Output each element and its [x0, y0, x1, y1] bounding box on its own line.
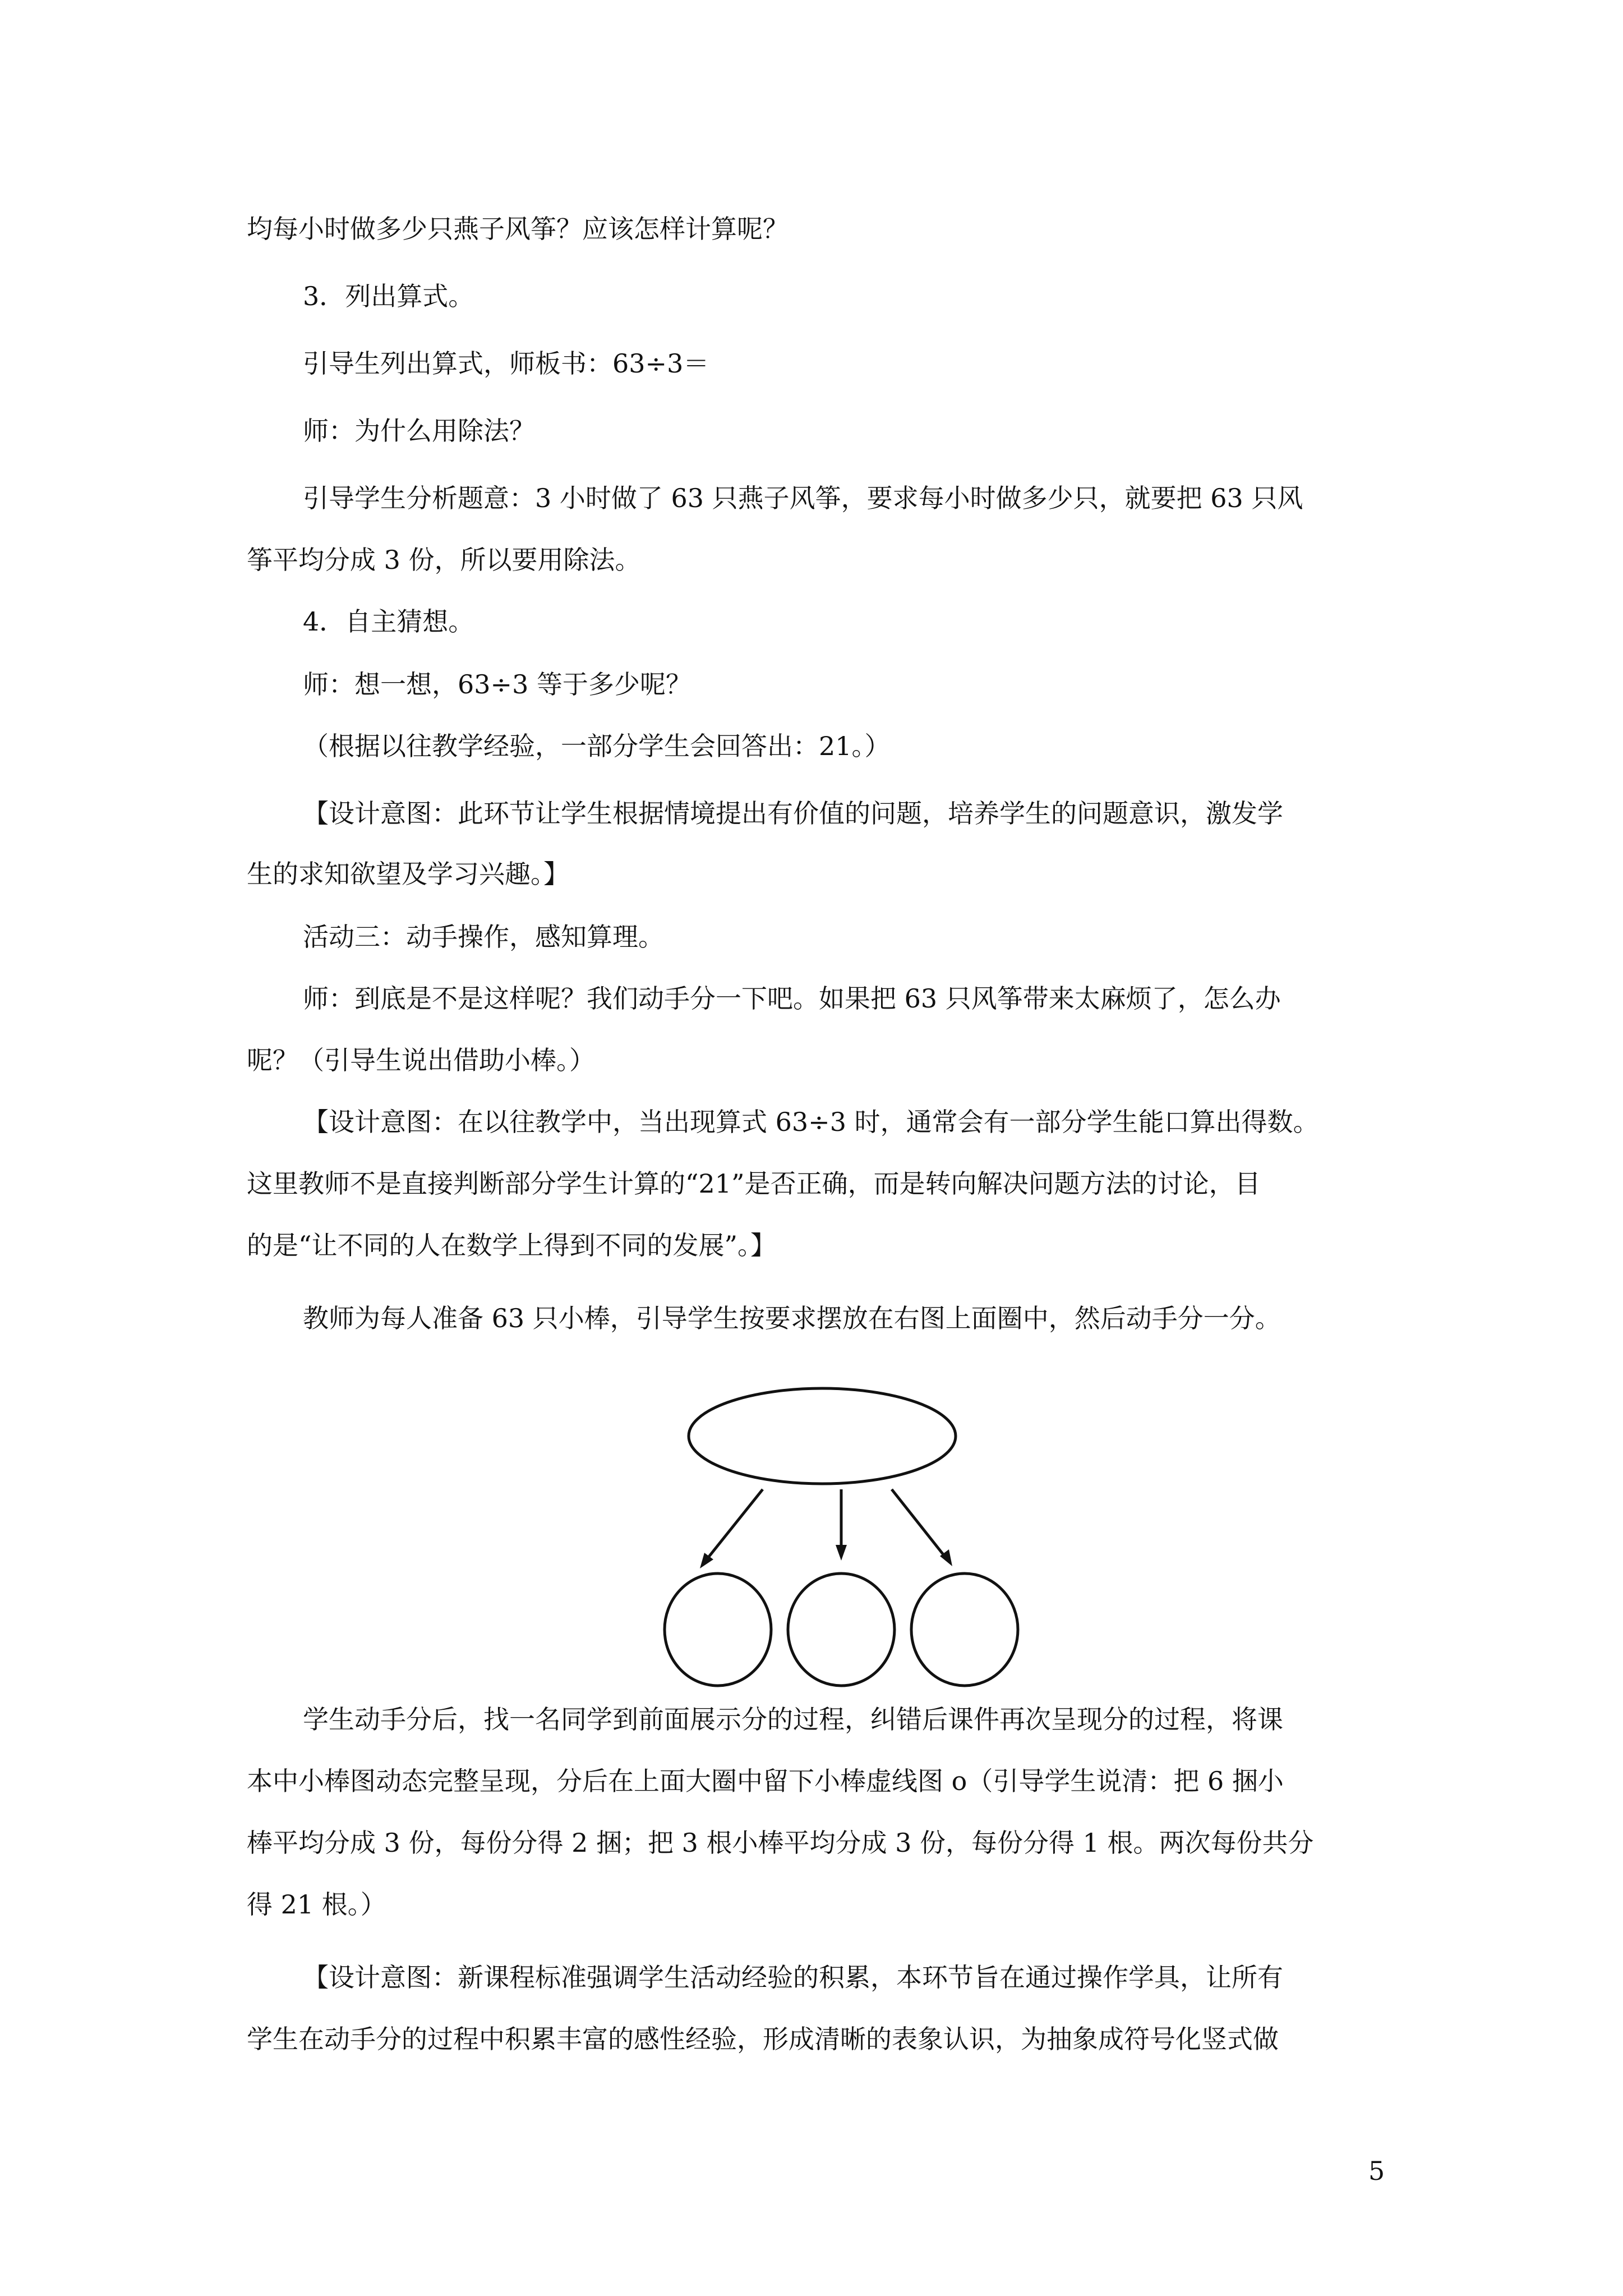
bottom-circle-right	[911, 1573, 1018, 1686]
text-line: 这里教师不是直接判断部分学生计算的“21”是否正确，而是转向解决问题方法的讨论，目	[247, 1168, 1261, 1199]
text-line: 师：到底是不是这样呢？我们动手分一下吧。如果把 63 只风筝带来太麻烦了，怎么办	[303, 983, 1281, 1014]
text-line: 的是“让不同的人在数学上得到不同的发展”。】	[247, 1230, 777, 1260]
text-line: 师：为什么用除法？	[303, 416, 535, 446]
text-line: （根据以往教学经验，一部分学生会回答出：21。）	[303, 731, 891, 761]
text-line: 活动三：动手操作，感知算理。	[303, 922, 664, 952]
text-line: 3．列出算式。	[303, 281, 474, 311]
text-line: 学生在动手分的过程中积累丰富的感性经验，形成清晰的表象认识，为抽象成符号化竖式做	[247, 2024, 1279, 2054]
text-line: 【设计意图：此环节让学生根据情境提出有价值的问题，培养学生的问题意识，激发学	[303, 798, 1283, 829]
arrow-right	[892, 1489, 945, 1557]
text-line: 引导生列出算式，师板书：63÷3＝	[303, 348, 709, 379]
text-line: 筝平均分成 3 份，所以要用除法。	[247, 545, 641, 575]
text-line: 呢？（引导生说出借助小棒。）	[247, 1045, 595, 1075]
top-circle	[689, 1388, 956, 1484]
text-line: 生的求知欲望及学习兴趣。】	[247, 859, 569, 889]
text-line: 【设计意图：在以往教学中，当出现算式 63÷3 时，通常会有一部分学生能口算出得数。	[303, 1107, 1319, 1137]
text-line: 引导学生分析题意：3 小时做了 63 只燕子风筝，要求每小时做多少只，就要把 63 只风	[303, 483, 1303, 513]
division-diagram	[651, 1369, 1032, 1728]
bottom-circle-left	[665, 1573, 771, 1686]
bottom-circle-middle	[788, 1573, 895, 1686]
text-line: 本中小棒图动态完整呈现，分后在上面大圈中留下小棒虚线图 o（引导学生说清：把 6 捆小	[247, 1766, 1284, 1796]
text-line: 学生动手分后，找一名同学到前面展示分的过程，纠错后课件再次呈现分的过程，将课	[303, 1704, 1283, 1734]
page-number: 5	[1368, 2156, 1385, 2186]
arrow-left	[707, 1489, 763, 1559]
text-line: 棒平均分成 3 份，每份分得 2 捆；把 3 根小棒平均分成 3 份，每份分得 1 根。两次每份共分	[247, 1828, 1314, 1858]
text-line: 师：想一想，63÷3 等于多少呢？	[303, 669, 691, 700]
text-line: 【设计意图：新课程标准强调学生活动经验的积累，本环节旨在通过操作学具，让所有	[303, 1962, 1283, 1993]
text-line: 4．自主猜想。	[303, 606, 474, 637]
text-line: 教师为每人准备 63 只小棒，引导学生按要求摆放在右图上面圈中，然后动手分一分。	[303, 1303, 1281, 1333]
text-line: 得 21 根。）	[247, 1889, 386, 1920]
arrow-head-middle	[836, 1545, 847, 1561]
text-line: 均每小时做多少只燕子风筝？应该怎样计算呢？	[247, 214, 789, 244]
